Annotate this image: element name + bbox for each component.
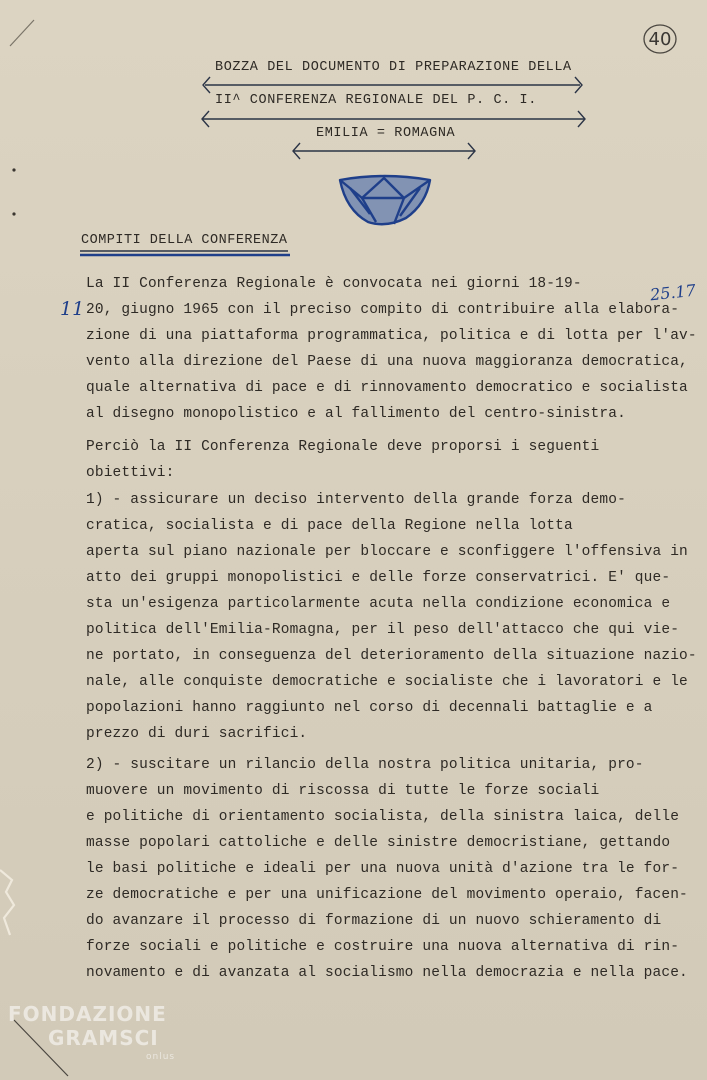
text-line: ze democratiche e per una unificazione del movimento operaio, facen- xyxy=(86,887,688,903)
pencil-stroke xyxy=(10,20,34,46)
text-line: popolazioni hanno raggiunto nel corso di decennali battaglie e a xyxy=(86,700,653,716)
text-line: le basi politiche e ideali per una nuova unità d'azione tra le for- xyxy=(86,861,680,877)
paper-tear xyxy=(0,870,14,935)
edge-speck xyxy=(12,168,15,171)
watermark-line-3: onlus xyxy=(146,1052,176,1062)
text-line: muovere un movimento di riscossa di tutte le forze sociali xyxy=(86,783,600,799)
edge-speck xyxy=(12,212,15,215)
text-line: atto dei gruppi monopolistici e delle forze conservatrici. E' que- xyxy=(86,570,671,586)
text-line: novamento e di avanzata al socialismo nella democrazia e nella pace. xyxy=(86,965,688,981)
text-line: e politiche di orientamento socialista, della sinistra laica, delle xyxy=(86,809,680,825)
header-rule-3 xyxy=(293,143,475,159)
text-line: Perciò la II Conferenza Regionale deve proporsi i seguenti xyxy=(86,439,600,455)
header-line-1: BOZZA DEL DOCUMENTO DI PREPARAZIONE DELLA xyxy=(215,60,572,75)
section-title: COMPITI DELLA CONFERENZA xyxy=(81,233,288,248)
text-line: La II Conferenza Regionale è convocata nei giorni 18-19- xyxy=(86,276,582,292)
header-rule-1 xyxy=(203,77,582,93)
text-line: zione di una piattaforma programmatica, politica e di lotta per l'av- xyxy=(86,328,697,344)
text-line: 1) - assicurare un deciso intervento della grande forza demo- xyxy=(86,492,626,508)
watermark-line-2: GRAMSCI xyxy=(48,1026,159,1050)
header-rule-2 xyxy=(202,111,585,127)
text-line: ne portato, in conseguenza del deterioramento della situazione nazio- xyxy=(86,648,697,664)
text-line: prezzo di duri sacrifici. xyxy=(86,726,308,742)
text-line: masse popolari cattoliche e delle sinistre democristiane, gettando xyxy=(86,835,671,851)
text-line: cratica, socialista e di pace della Regione nella lotta xyxy=(86,518,573,534)
text-line: sta un'esigenza particolarmente acuta nella condizione economica e xyxy=(86,596,671,612)
text-line: aperta sul piano nazionale per bloccare e sconfiggere l'offensiva in xyxy=(86,544,688,560)
text-line: politica dell'Emilia-Romagna, per il peso dell'attacco che qui vie- xyxy=(86,622,680,638)
watermark-line-1: FONDAZIONE xyxy=(8,1002,167,1026)
header-line-3: EMILIA = ROMAGNA xyxy=(316,126,456,141)
text-line: obiettivi: xyxy=(86,465,175,481)
header-line-2: II^ CONFERENZA REGIONALE DEL P. C. I. xyxy=(215,93,537,108)
text-line: forze sociali e politiche e costruire una nuova alternativa di rin- xyxy=(86,939,680,955)
page-number: 40 xyxy=(648,28,672,50)
text-line: 2) - suscitare un rilancio della nostra politica unitaria, pro- xyxy=(86,757,644,773)
text-line: vento alla direzione del Paese di una nuova maggioranza democratica, xyxy=(86,354,688,370)
margin-note-right: 25.17 xyxy=(649,280,697,305)
gem-emblem-icon xyxy=(340,176,430,224)
text-line: quale alternativa di pace e di rinnovamento democratico e socialista xyxy=(86,380,688,396)
text-line: nale, alle conquiste democratiche e socialiste che i lavoratori e le xyxy=(86,674,688,690)
text-line: 20, giugno 1965 con il preciso compito di contribuire alla elabora- xyxy=(86,302,680,318)
text-line: al disegno monopolistico e al fallimento del centro-sinistra. xyxy=(86,406,626,422)
margin-note-left: 11 xyxy=(60,298,85,320)
text-line: do avanzare il processo di formazione di un nuovo schieramento di xyxy=(86,913,662,929)
